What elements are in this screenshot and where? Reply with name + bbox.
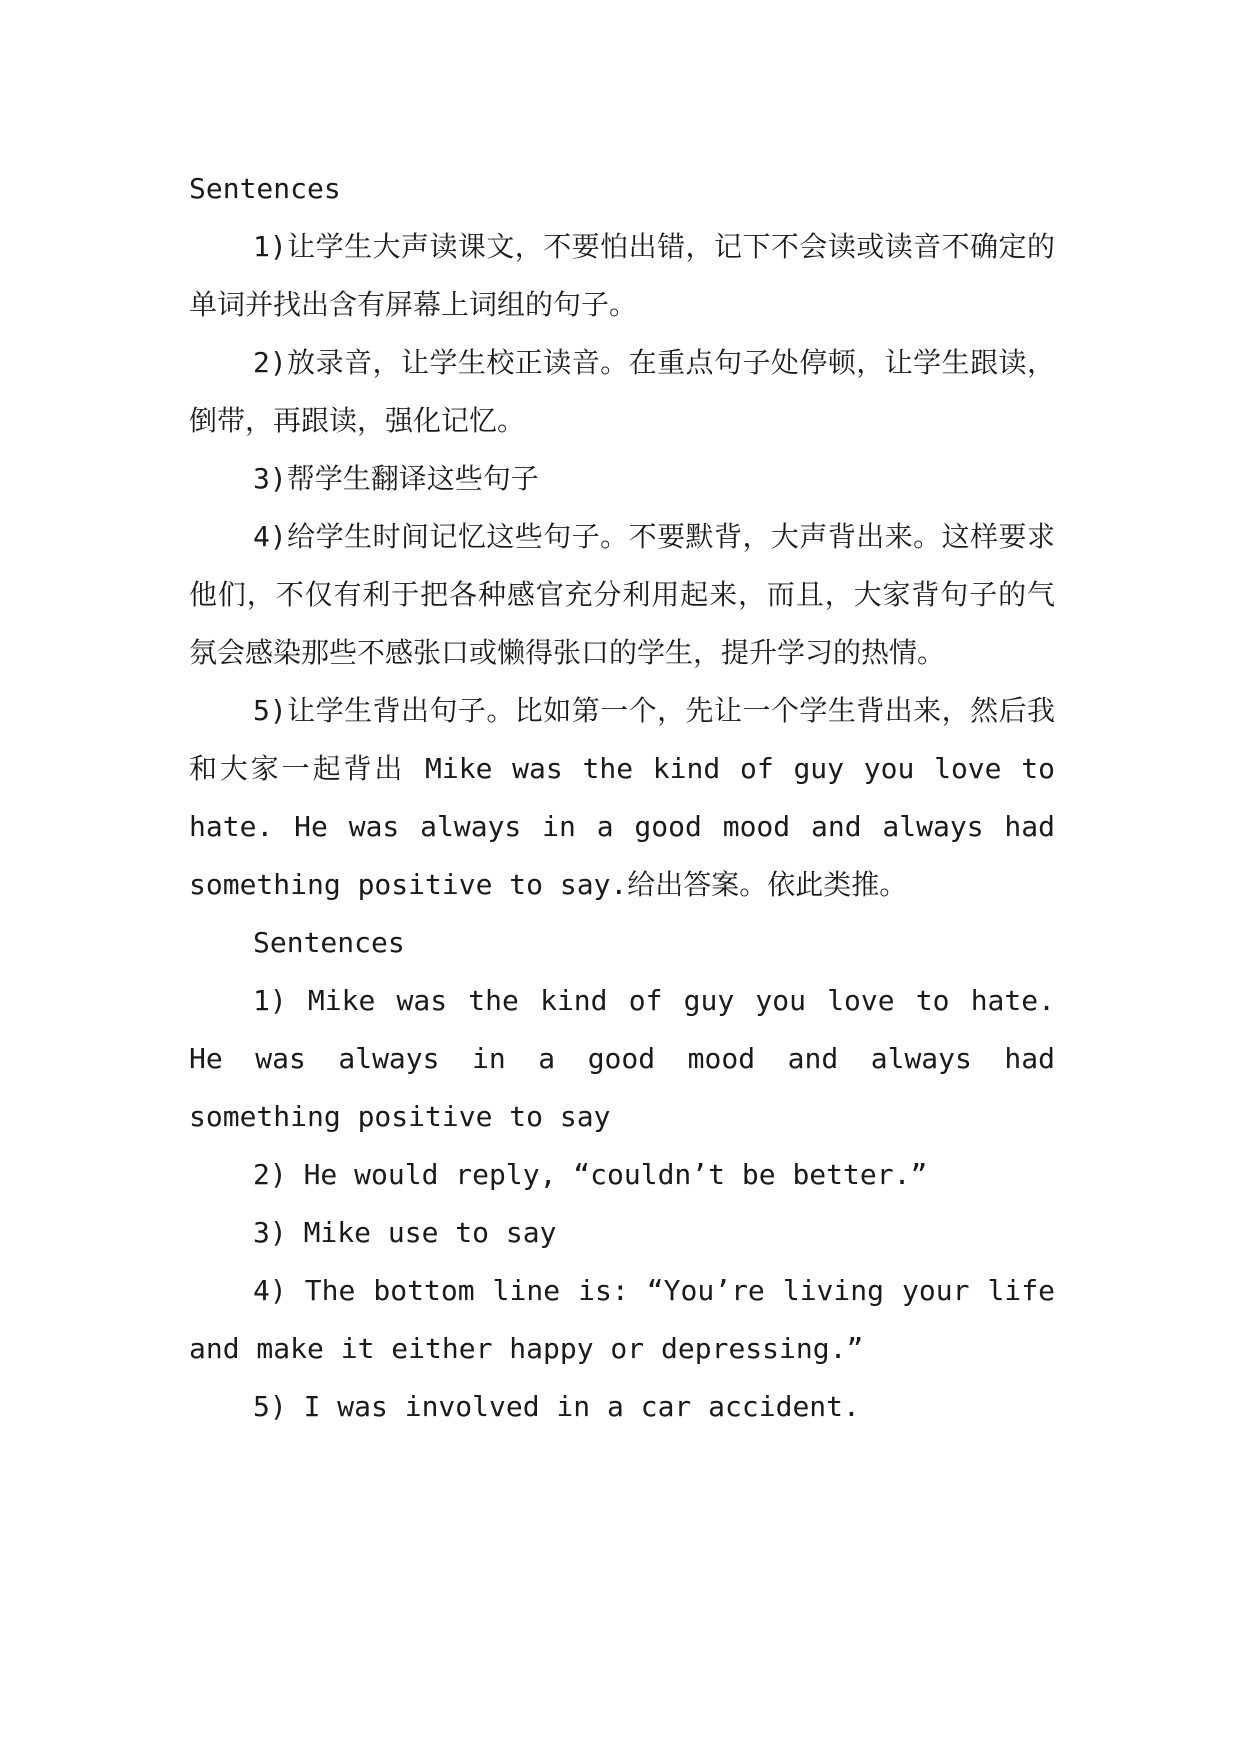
step-paragraph: 4)给学生时间记忆这些句子。不要默背，大声背出来。这样要求他们，不仅有利于把各种感官充分利用起来，而且，大家背句子的气氛会感染那些不感张口或懒得张口的学生，提升学习的热情。 bbox=[189, 520, 1055, 669]
sentence-item: 3) Mike use to say bbox=[253, 1216, 557, 1249]
document-body bbox=[189, 160, 1055, 1436]
step-paragraph: 1)让学生大声读课文，不要怕出错，记下不会读或读音不确定的单词并找出含有屏幕上词组的句子。 bbox=[189, 230, 1055, 321]
sentence-item: 4) The bottom line is: “You’re living your life and make it either happy or depressing.” bbox=[189, 1274, 1055, 1365]
sentence-item: 1) Mike was the kind of guy you love to hate. He was always in a good mood and always had something positive to say bbox=[189, 984, 1055, 1133]
step-paragraph: 5)让学生背出句子。比如第一个，先让一个学生背出来，然后我和大家一起背出 Mike was the kind of guy you love to hate. He was always in a good mood and always had something positive to say.给出答案。依此类推。 bbox=[189, 694, 1055, 901]
sentence-item: 2) He would reply, “couldn’t be better.” bbox=[253, 1158, 928, 1191]
step-paragraph: 3)帮学生翻译这些句子 bbox=[253, 462, 539, 495]
section-heading: Sentences bbox=[253, 926, 405, 959]
section-heading: Sentences bbox=[189, 172, 341, 205]
step-paragraph: 2)放录音，让学生校正读音。在重点句子处停顿，让学生跟读，倒带，再跟读，强化记忆。 bbox=[189, 346, 1055, 437]
sentence-item: 5) I was involved in a car accident. bbox=[253, 1390, 860, 1423]
